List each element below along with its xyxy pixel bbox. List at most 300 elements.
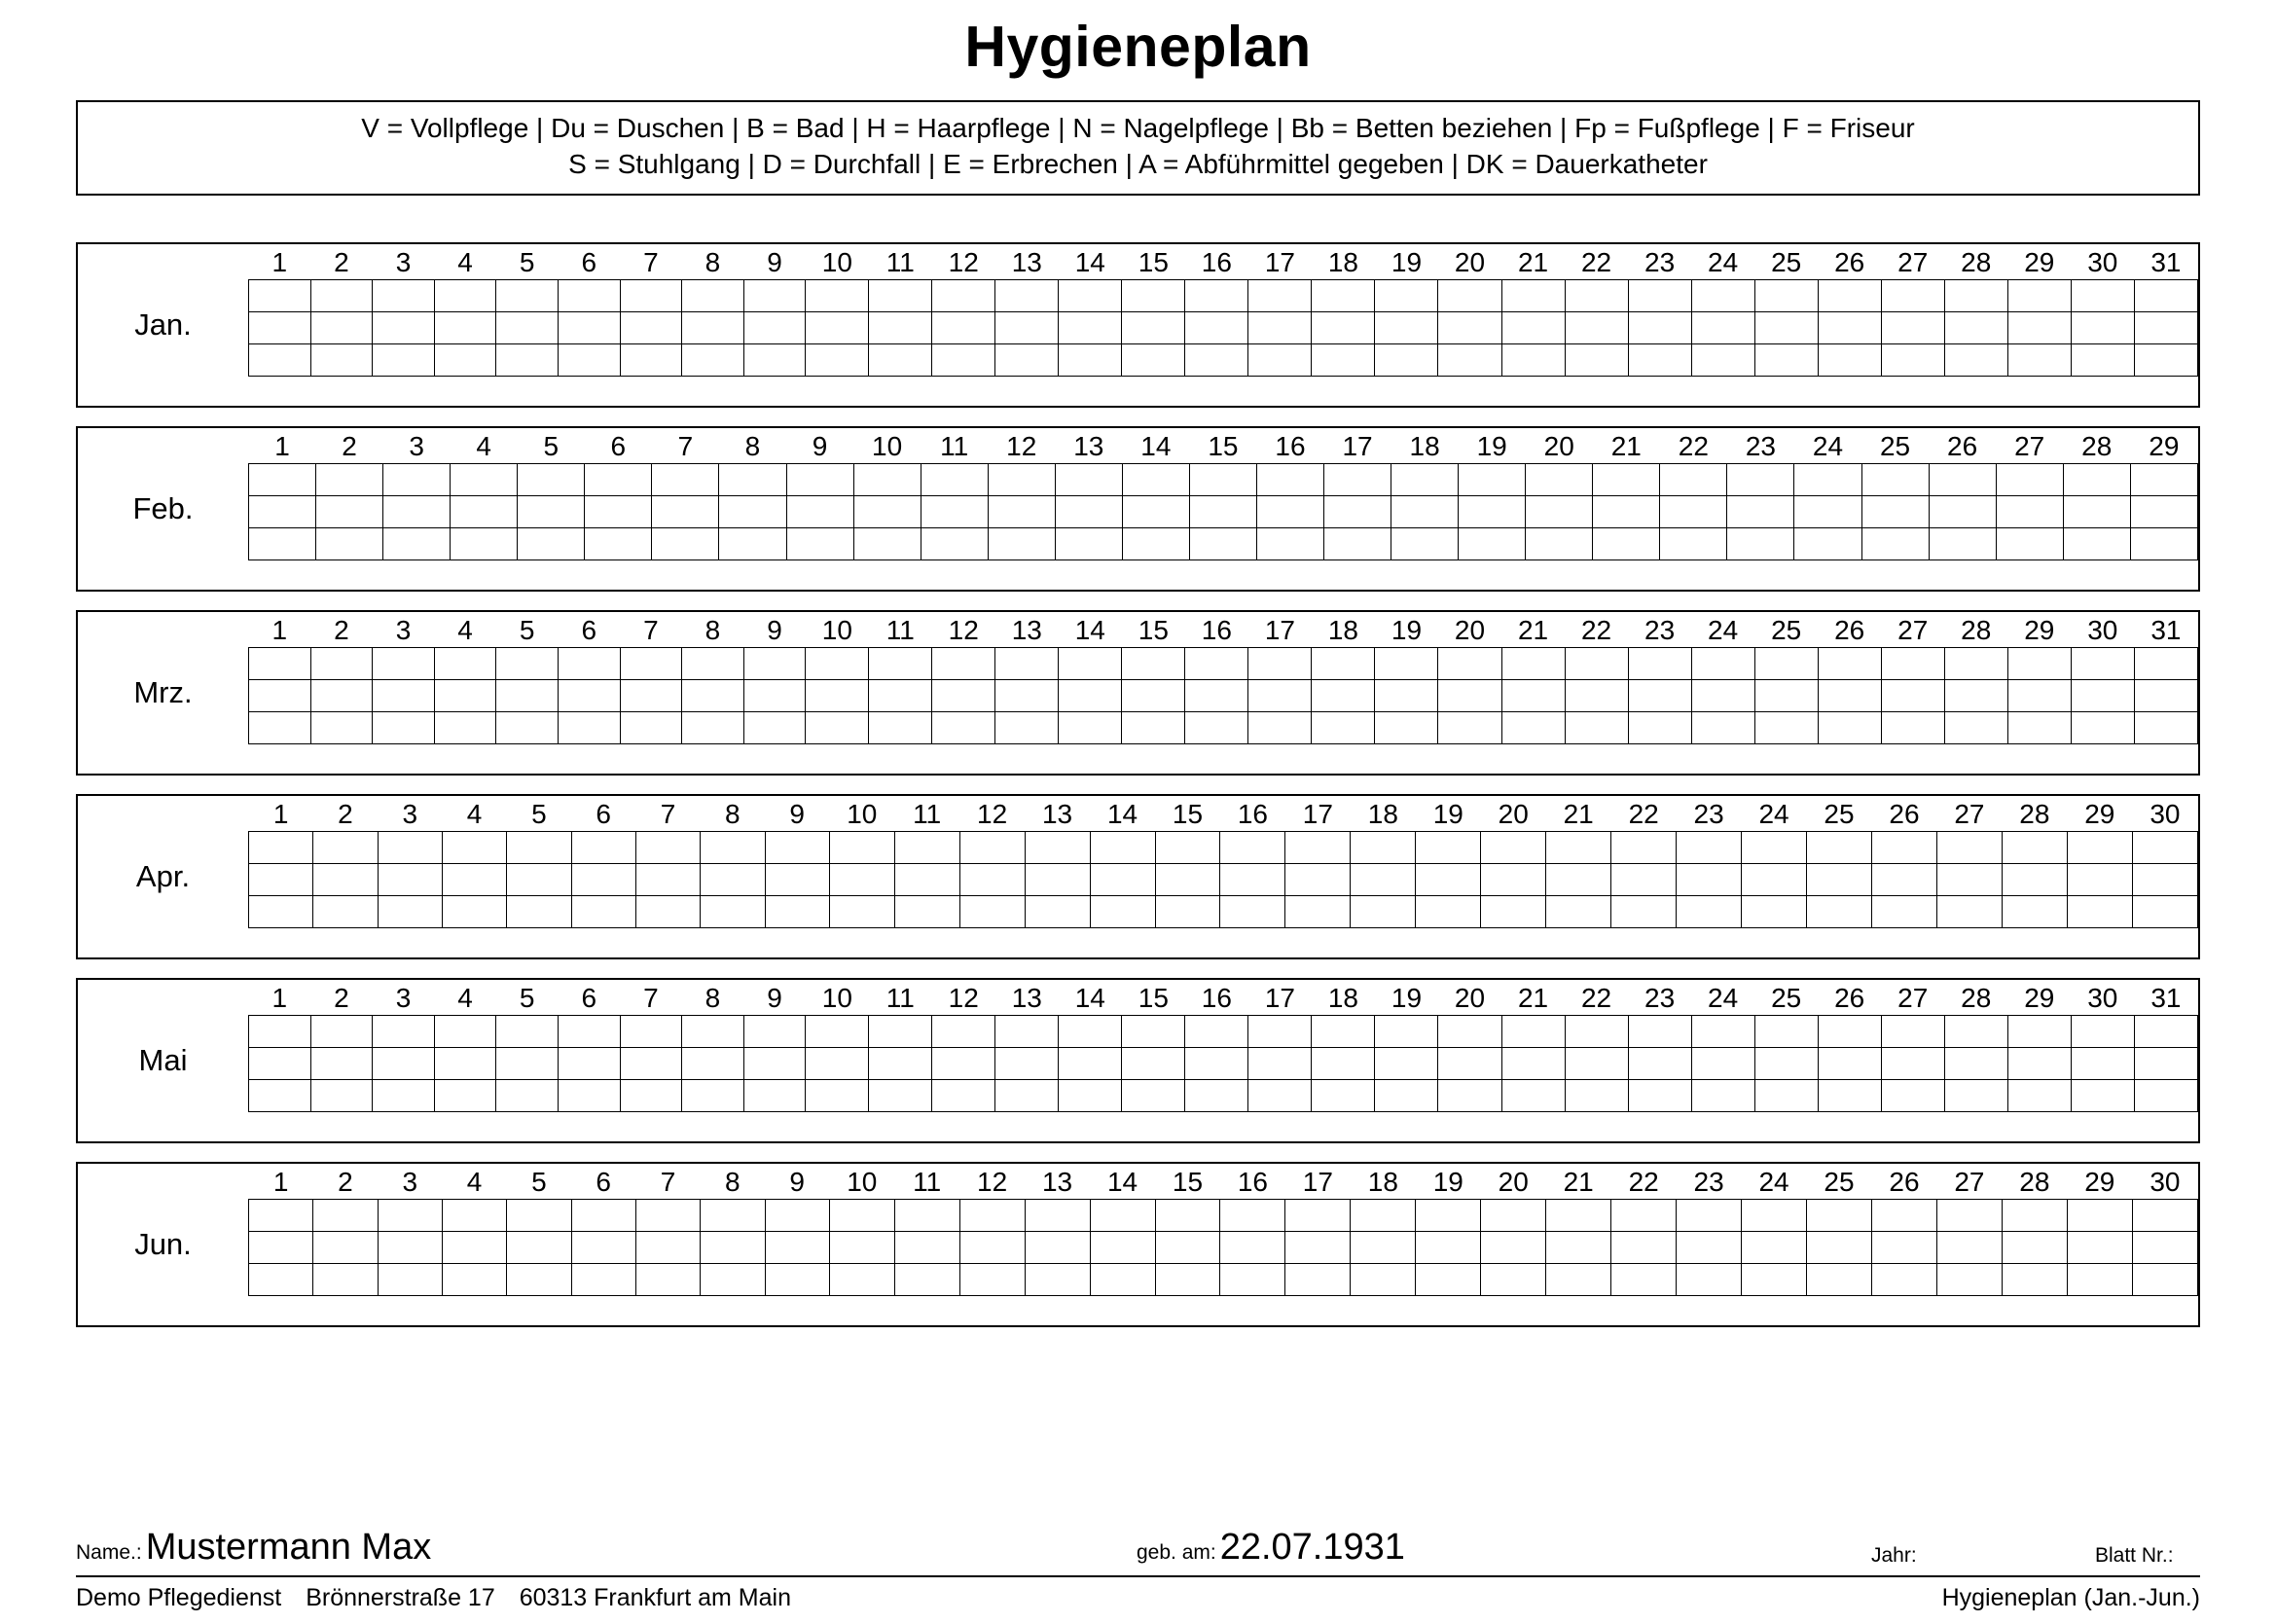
entry-cell[interactable] (635, 1263, 700, 1295)
entry-cell[interactable] (635, 1231, 700, 1263)
entry-cell[interactable] (249, 311, 311, 343)
entry-cell[interactable] (1025, 831, 1090, 863)
entry-cell[interactable] (1312, 279, 1375, 311)
entry-cell[interactable] (2007, 1079, 2071, 1111)
entry-cell[interactable] (1818, 679, 1881, 711)
entry-cell[interactable] (378, 1199, 442, 1231)
entry-cell[interactable] (313, 831, 378, 863)
entry-cell[interactable] (1526, 527, 1593, 559)
entry-cell[interactable] (249, 463, 316, 495)
entry-cell[interactable] (1090, 831, 1155, 863)
entry-cell[interactable] (786, 495, 853, 527)
entry-cell[interactable] (373, 343, 435, 376)
entry-cell[interactable] (701, 895, 765, 927)
entry-cell[interactable] (932, 711, 995, 743)
entry-cell[interactable] (1944, 1015, 2007, 1047)
entry-cell[interactable] (869, 343, 932, 376)
entry-cell[interactable] (1754, 1079, 1818, 1111)
entry-cell[interactable] (1248, 1047, 1312, 1079)
entry-cell[interactable] (1375, 311, 1438, 343)
entry-cell[interactable] (434, 1015, 496, 1047)
entry-cell[interactable] (1025, 895, 1090, 927)
entry-cell[interactable] (932, 1047, 995, 1079)
entry-cell[interactable] (507, 1199, 571, 1231)
entry-cell[interactable] (1055, 527, 1122, 559)
entry-cell[interactable] (1220, 863, 1285, 895)
entry-cell[interactable] (373, 1047, 435, 1079)
entry-cell[interactable] (1438, 279, 1501, 311)
entry-cell[interactable] (378, 895, 442, 927)
entry-cell[interactable] (1546, 831, 1611, 863)
entry-cell[interactable] (1351, 831, 1416, 863)
entry-cell[interactable] (743, 711, 806, 743)
entry-cell[interactable] (1526, 463, 1593, 495)
entry-cell[interactable] (249, 647, 311, 679)
entry-cell[interactable] (932, 647, 995, 679)
entry-cell[interactable] (2071, 343, 2134, 376)
entry-cell[interactable] (1391, 495, 1459, 527)
entry-cell[interactable] (806, 1047, 869, 1079)
entry-cell[interactable] (853, 527, 921, 559)
entry-cell[interactable] (701, 863, 765, 895)
entry-cell[interactable] (1185, 711, 1248, 743)
entry-cell[interactable] (652, 463, 719, 495)
entry-cell[interactable] (310, 679, 373, 711)
entry-cell[interactable] (682, 647, 744, 679)
entry-cell[interactable] (1660, 495, 1727, 527)
entry-cell[interactable] (1794, 527, 1861, 559)
entry-cell[interactable] (2063, 527, 2130, 559)
entry-cell[interactable] (682, 679, 744, 711)
entry-cell[interactable] (442, 1199, 506, 1231)
entry-cell[interactable] (1881, 343, 1944, 376)
entry-cell[interactable] (1375, 647, 1438, 679)
entry-cell[interactable] (585, 527, 652, 559)
entry-cell[interactable] (620, 343, 682, 376)
entry-cell[interactable] (682, 343, 744, 376)
entry-cell[interactable] (1248, 711, 1312, 743)
entry-cell[interactable] (2071, 1015, 2134, 1047)
entry-cell[interactable] (2067, 1263, 2132, 1295)
entry-cell[interactable] (765, 1263, 829, 1295)
entry-cell[interactable] (434, 647, 496, 679)
entry-cell[interactable] (1818, 279, 1881, 311)
entry-cell[interactable] (442, 895, 506, 927)
entry-cell[interactable] (806, 343, 869, 376)
entry-cell[interactable] (2002, 831, 2067, 863)
entry-cell[interactable] (1459, 527, 1526, 559)
entry-cell[interactable] (1691, 343, 1754, 376)
entry-cell[interactable] (682, 279, 744, 311)
entry-cell[interactable] (1285, 1199, 1351, 1231)
year-field[interactable]: Jahr: (1871, 1544, 1917, 1567)
entry-cell[interactable] (1936, 1199, 2002, 1231)
entry-cell[interactable] (1155, 863, 1220, 895)
entry-cell[interactable] (249, 279, 311, 311)
entry-cell[interactable] (1122, 343, 1185, 376)
entry-cell[interactable] (313, 895, 378, 927)
entry-cell[interactable] (1936, 1263, 2002, 1295)
entry-cell[interactable] (1944, 279, 2007, 311)
entry-cell[interactable] (2007, 311, 2071, 343)
entry-cell[interactable] (1794, 463, 1861, 495)
entry-cell[interactable] (378, 1231, 442, 1263)
entry-cell[interactable] (1155, 1231, 1220, 1263)
entry-cell[interactable] (1312, 1047, 1375, 1079)
entry-cell[interactable] (1565, 311, 1628, 343)
entry-cell[interactable] (995, 279, 1059, 311)
entry-cell[interactable] (1754, 343, 1818, 376)
entry-cell[interactable] (829, 1199, 894, 1231)
entry-cell[interactable] (1248, 1079, 1312, 1111)
entry-cell[interactable] (373, 279, 435, 311)
entry-cell[interactable] (373, 311, 435, 343)
entry-cell[interactable] (571, 1263, 635, 1295)
entry-cell[interactable] (2134, 711, 2197, 743)
entry-cell[interactable] (959, 1199, 1025, 1231)
entry-cell[interactable] (1807, 895, 1872, 927)
entry-cell[interactable] (1936, 1231, 2002, 1263)
entry-cell[interactable] (2007, 711, 2071, 743)
entry-cell[interactable] (316, 527, 383, 559)
entry-cell[interactable] (434, 1079, 496, 1111)
entry-cell[interactable] (434, 343, 496, 376)
entry-cell[interactable] (2071, 1047, 2134, 1079)
entry-cell[interactable] (1754, 1015, 1818, 1047)
entry-cell[interactable] (1881, 647, 1944, 679)
entry-cell[interactable] (558, 1015, 620, 1047)
entry-cell[interactable] (635, 895, 700, 927)
entry-cell[interactable] (1312, 1079, 1375, 1111)
entry-cell[interactable] (869, 679, 932, 711)
entry-cell[interactable] (1391, 527, 1459, 559)
entry-cell[interactable] (316, 463, 383, 495)
entry-cell[interactable] (1220, 831, 1285, 863)
entry-cell[interactable] (249, 711, 311, 743)
entry-cell[interactable] (1090, 895, 1155, 927)
entry-cell[interactable] (1944, 647, 2007, 679)
entry-cell[interactable] (1691, 279, 1754, 311)
entry-cell[interactable] (1881, 1015, 1944, 1047)
entry-cell[interactable] (988, 463, 1055, 495)
entry-cell[interactable] (1881, 279, 1944, 311)
entry-cell[interactable] (1881, 679, 1944, 711)
entry-cell[interactable] (1818, 311, 1881, 343)
entry-cell[interactable] (995, 311, 1059, 343)
entry-cell[interactable] (1059, 1047, 1122, 1079)
entry-cell[interactable] (1936, 863, 2002, 895)
entry-cell[interactable] (1565, 1015, 1628, 1047)
entry-cell[interactable] (310, 1079, 373, 1111)
entry-cell[interactable] (1312, 647, 1375, 679)
entry-cell[interactable] (2067, 1199, 2132, 1231)
entry-cell[interactable] (988, 527, 1055, 559)
entry-cell[interactable] (932, 311, 995, 343)
entry-cell[interactable] (2071, 279, 2134, 311)
entry-cell[interactable] (620, 1015, 682, 1047)
entry-cell[interactable] (869, 1079, 932, 1111)
entry-cell[interactable] (869, 1015, 932, 1047)
entry-cell[interactable] (2132, 895, 2197, 927)
entry-cell[interactable] (1481, 863, 1546, 895)
entry-cell[interactable] (921, 495, 988, 527)
entry-cell[interactable] (1565, 647, 1628, 679)
entry-cell[interactable] (1375, 1079, 1438, 1111)
entry-cell[interactable] (1546, 1231, 1611, 1263)
entry-cell[interactable] (743, 1015, 806, 1047)
entry-cell[interactable] (2002, 863, 2067, 895)
entry-cell[interactable] (1285, 831, 1351, 863)
entry-cell[interactable] (571, 895, 635, 927)
entry-cell[interactable] (1565, 1047, 1628, 1079)
entry-cell[interactable] (1122, 311, 1185, 343)
entry-cell[interactable] (1059, 279, 1122, 311)
entry-cell[interactable] (507, 863, 571, 895)
entry-cell[interactable] (507, 895, 571, 927)
entry-cell[interactable] (806, 647, 869, 679)
entry-cell[interactable] (1546, 1263, 1611, 1295)
entry-cell[interactable] (1185, 1015, 1248, 1047)
entry-cell[interactable] (1059, 1015, 1122, 1047)
entry-cell[interactable] (1055, 463, 1122, 495)
entry-cell[interactable] (806, 1015, 869, 1047)
entry-cell[interactable] (765, 1199, 829, 1231)
entry-cell[interactable] (1677, 1231, 1742, 1263)
entry-cell[interactable] (1185, 679, 1248, 711)
entry-cell[interactable] (2130, 463, 2197, 495)
entry-cell[interactable] (249, 1231, 313, 1263)
entry-cell[interactable] (1285, 1263, 1351, 1295)
entry-cell[interactable] (1189, 463, 1256, 495)
entry-cell[interactable] (1881, 311, 1944, 343)
entry-cell[interactable] (719, 463, 786, 495)
entry-cell[interactable] (1691, 1079, 1754, 1111)
entry-cell[interactable] (743, 1047, 806, 1079)
entry-cell[interactable] (1090, 1199, 1155, 1231)
entry-cell[interactable] (1677, 1263, 1742, 1295)
entry-cell[interactable] (1944, 1047, 2007, 1079)
entry-cell[interactable] (1185, 311, 1248, 343)
entry-cell[interactable] (1996, 527, 2063, 559)
entry-cell[interactable] (806, 311, 869, 343)
entry-cell[interactable] (1220, 895, 1285, 927)
entry-cell[interactable] (1122, 1047, 1185, 1079)
entry-cell[interactable] (1122, 711, 1185, 743)
entry-cell[interactable] (1438, 711, 1501, 743)
entry-cell[interactable] (313, 1231, 378, 1263)
entry-cell[interactable] (249, 863, 313, 895)
entry-cell[interactable] (1727, 463, 1794, 495)
entry-cell[interactable] (1944, 711, 2007, 743)
entry-cell[interactable] (558, 279, 620, 311)
entry-cell[interactable] (1375, 279, 1438, 311)
entry-cell[interactable] (1090, 1231, 1155, 1263)
entry-cell[interactable] (249, 1199, 313, 1231)
entry-cell[interactable] (829, 1263, 894, 1295)
entry-cell[interactable] (1546, 1199, 1611, 1231)
entry-cell[interactable] (1256, 495, 1323, 527)
entry-cell[interactable] (1351, 863, 1416, 895)
entry-cell[interactable] (2007, 1015, 2071, 1047)
entry-cell[interactable] (869, 1047, 932, 1079)
entry-cell[interactable] (1628, 343, 1691, 376)
entry-cell[interactable] (2002, 1263, 2067, 1295)
entry-cell[interactable] (373, 711, 435, 743)
entry-cell[interactable] (932, 279, 995, 311)
entry-cell[interactable] (2134, 279, 2197, 311)
entry-cell[interactable] (1501, 279, 1565, 311)
entry-cell[interactable] (1220, 1231, 1285, 1263)
entry-cell[interactable] (2132, 1231, 2197, 1263)
entry-cell[interactable] (894, 1231, 959, 1263)
entry-cell[interactable] (1996, 463, 2063, 495)
entry-cell[interactable] (373, 679, 435, 711)
entry-cell[interactable] (1122, 1079, 1185, 1111)
entry-cell[interactable] (1677, 895, 1742, 927)
entry-cell[interactable] (1059, 679, 1122, 711)
entry-cell[interactable] (1611, 1263, 1677, 1295)
entry-cell[interactable] (1611, 831, 1677, 863)
entry-cell[interactable] (1375, 1015, 1438, 1047)
entry-cell[interactable] (869, 279, 932, 311)
entry-cell[interactable] (1312, 711, 1375, 743)
entry-cell[interactable] (869, 311, 932, 343)
entry-cell[interactable] (635, 831, 700, 863)
entry-cell[interactable] (995, 1047, 1059, 1079)
entry-cell[interactable] (932, 1079, 995, 1111)
entry-cell[interactable] (2134, 343, 2197, 376)
entry-cell[interactable] (1593, 463, 1660, 495)
entry-cell[interactable] (829, 831, 894, 863)
entry-cell[interactable] (571, 1199, 635, 1231)
entry-cell[interactable] (959, 863, 1025, 895)
entry-cell[interactable] (249, 1047, 311, 1079)
entry-cell[interactable] (1807, 1263, 1872, 1295)
entry-cell[interactable] (1248, 343, 1312, 376)
entry-cell[interactable] (1416, 895, 1481, 927)
entry-cell[interactable] (1285, 863, 1351, 895)
entry-cell[interactable] (959, 1231, 1025, 1263)
entry-cell[interactable] (932, 679, 995, 711)
entry-cell[interactable] (2007, 1047, 2071, 1079)
entry-cell[interactable] (1025, 863, 1090, 895)
entry-cell[interactable] (1691, 647, 1754, 679)
entry-cell[interactable] (1416, 1231, 1481, 1263)
entry-cell[interactable] (1501, 1079, 1565, 1111)
entry-cell[interactable] (378, 863, 442, 895)
entry-cell[interactable] (1861, 463, 1929, 495)
entry-cell[interactable] (373, 647, 435, 679)
entry-cell[interactable] (2067, 895, 2132, 927)
entry-cell[interactable] (2134, 1079, 2197, 1111)
entry-cell[interactable] (434, 711, 496, 743)
entry-cell[interactable] (1742, 1199, 1807, 1231)
entry-cell[interactable] (1526, 495, 1593, 527)
entry-cell[interactable] (1312, 1015, 1375, 1047)
entry-cell[interactable] (310, 711, 373, 743)
entry-cell[interactable] (682, 311, 744, 343)
entry-cell[interactable] (2071, 679, 2134, 711)
entry-cell[interactable] (496, 1015, 559, 1047)
entry-cell[interactable] (442, 831, 506, 863)
entry-cell[interactable] (2007, 647, 2071, 679)
entry-cell[interactable] (1546, 863, 1611, 895)
entry-cell[interactable] (1818, 343, 1881, 376)
entry-cell[interactable] (869, 647, 932, 679)
entry-cell[interactable] (1059, 1079, 1122, 1111)
entry-cell[interactable] (1481, 1199, 1546, 1231)
entry-cell[interactable] (434, 679, 496, 711)
entry-cell[interactable] (1324, 495, 1391, 527)
entry-cell[interactable] (1565, 711, 1628, 743)
entry-cell[interactable] (921, 527, 988, 559)
entry-cell[interactable] (620, 647, 682, 679)
entry-cell[interactable] (1628, 679, 1691, 711)
entry-cell[interactable] (959, 831, 1025, 863)
entry-cell[interactable] (1438, 1015, 1501, 1047)
entry-cell[interactable] (1351, 1263, 1416, 1295)
entry-cell[interactable] (1861, 527, 1929, 559)
entry-cell[interactable] (2132, 1199, 2197, 1231)
entry-cell[interactable] (1742, 1231, 1807, 1263)
entry-cell[interactable] (620, 1047, 682, 1079)
entry-cell[interactable] (1501, 343, 1565, 376)
entry-cell[interactable] (1593, 527, 1660, 559)
entry-cell[interactable] (496, 1047, 559, 1079)
entry-cell[interactable] (1248, 311, 1312, 343)
entry-cell[interactable] (249, 831, 313, 863)
entry-cell[interactable] (1481, 895, 1546, 927)
entry-cell[interactable] (719, 495, 786, 527)
entry-cell[interactable] (806, 279, 869, 311)
entry-cell[interactable] (1351, 1231, 1416, 1263)
entry-cell[interactable] (1881, 1079, 1944, 1111)
entry-cell[interactable] (378, 1263, 442, 1295)
entry-cell[interactable] (1220, 1263, 1285, 1295)
entry-cell[interactable] (585, 495, 652, 527)
entry-cell[interactable] (249, 679, 311, 711)
entry-cell[interactable] (701, 1231, 765, 1263)
entry-cell[interactable] (1944, 343, 2007, 376)
entry-cell[interactable] (2130, 527, 2197, 559)
entry-cell[interactable] (1593, 495, 1660, 527)
entry-cell[interactable] (1122, 647, 1185, 679)
entry-cell[interactable] (1501, 1047, 1565, 1079)
entry-cell[interactable] (1501, 1015, 1565, 1047)
entry-cell[interactable] (383, 495, 451, 527)
entry-cell[interactable] (1059, 343, 1122, 376)
entry-cell[interactable] (1628, 279, 1691, 311)
entry-cell[interactable] (1861, 495, 1929, 527)
entry-cell[interactable] (1691, 711, 1754, 743)
entry-cell[interactable] (2132, 863, 2197, 895)
entry-cell[interactable] (496, 711, 559, 743)
entry-cell[interactable] (620, 311, 682, 343)
entry-cell[interactable] (1375, 343, 1438, 376)
entry-cell[interactable] (1660, 463, 1727, 495)
entry-cell[interactable] (2132, 1263, 2197, 1295)
entry-cell[interactable] (682, 1015, 744, 1047)
entry-cell[interactable] (1944, 679, 2007, 711)
entry-cell[interactable] (2002, 1199, 2067, 1231)
entry-cell[interactable] (1481, 831, 1546, 863)
entry-cell[interactable] (1807, 1199, 1872, 1231)
entry-cell[interactable] (1185, 1079, 1248, 1111)
entry-cell[interactable] (507, 1231, 571, 1263)
entry-cell[interactable] (1628, 1047, 1691, 1079)
entry-cell[interactable] (1416, 831, 1481, 863)
entry-cell[interactable] (1871, 1231, 1936, 1263)
